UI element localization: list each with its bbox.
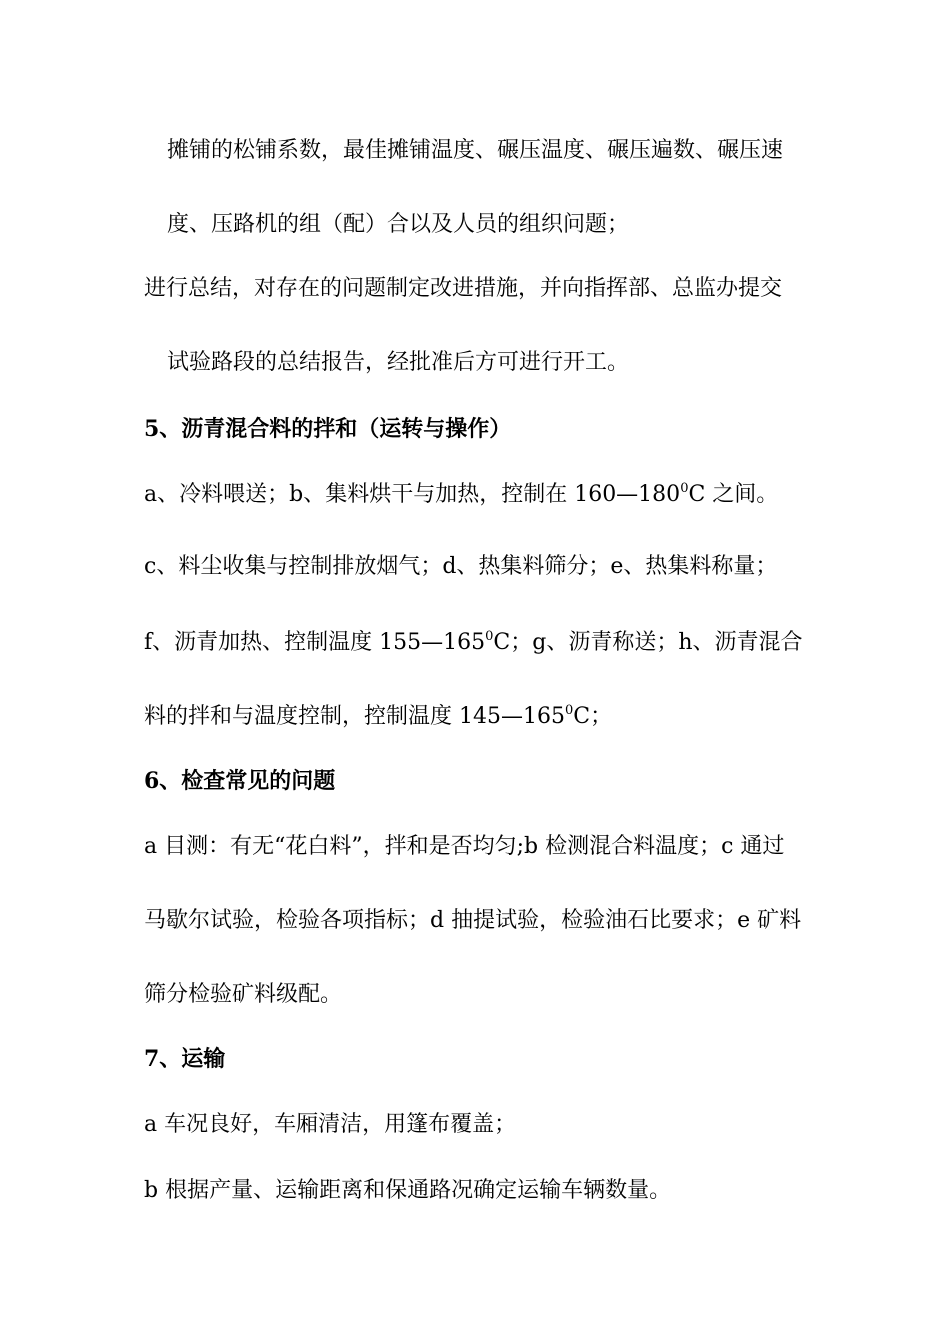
degree-superscript: 0 <box>564 703 574 718</box>
line-text: 料的拌和与温度控制，控制温度 145—165 <box>144 704 565 729</box>
paragraph-line: 进行总结，对存在的问题制定改进措施，并向指挥部、总监办提交 <box>144 276 783 301</box>
degree-superscript: 0 <box>680 481 689 496</box>
section-heading-5: 5、沥青混合料的拌和（运转与操作） <box>144 416 512 442</box>
paragraph-line: c、料尘收集与控制排放烟气；d、热集料筛分；e、热集料称量； <box>144 554 778 579</box>
paragraph-line: a 车况良好，车厢清洁，用篷布覆盖； <box>144 1112 517 1137</box>
degree-superscript: 0 <box>485 629 494 644</box>
paragraph-line: a 目测：有无“花白料”，拌和是否均匀;b 检测混合料温度；c 通过 <box>144 834 785 859</box>
paragraph-line <box>144 480 778 510</box>
paragraph-line: 度、压路机的组（配）合以及人员的组织问题； <box>167 212 630 237</box>
paragraph-line <box>144 702 612 732</box>
paragraph-line: b 根据产量、运输距离和保通路况确定运输车辆数量。 <box>144 1178 672 1203</box>
paragraph-line: 马歇尔试验，检验各项指标；d 抽提试验，检验油石比要求；e 矿料 <box>144 908 802 933</box>
section-heading-7: 7、运输 <box>144 1046 226 1072</box>
paragraph-line <box>144 628 803 658</box>
line-text: C； <box>573 704 613 729</box>
line-text: C 之间。 <box>688 482 779 507</box>
paragraph-line: 试验路段的总结报告，经批准后方可进行开工。 <box>167 350 630 375</box>
paragraph-line: 摊铺的松铺系数，最佳摊铺温度、碾压温度、碾压遍数、碾压速 <box>167 138 784 163</box>
line-text: C；g、沥青称送；h、沥青混合 <box>493 630 803 655</box>
section-heading-6: 6、检查常见的问题 <box>144 768 336 794</box>
paragraph-line: 筛分检验矿料级配。 <box>144 982 343 1007</box>
line-text: f、沥青加热、控制温度 155—165 <box>144 630 486 655</box>
line-text: a、冷料喂送；b、集料烘干与加热，控制在 160—180 <box>144 482 681 507</box>
